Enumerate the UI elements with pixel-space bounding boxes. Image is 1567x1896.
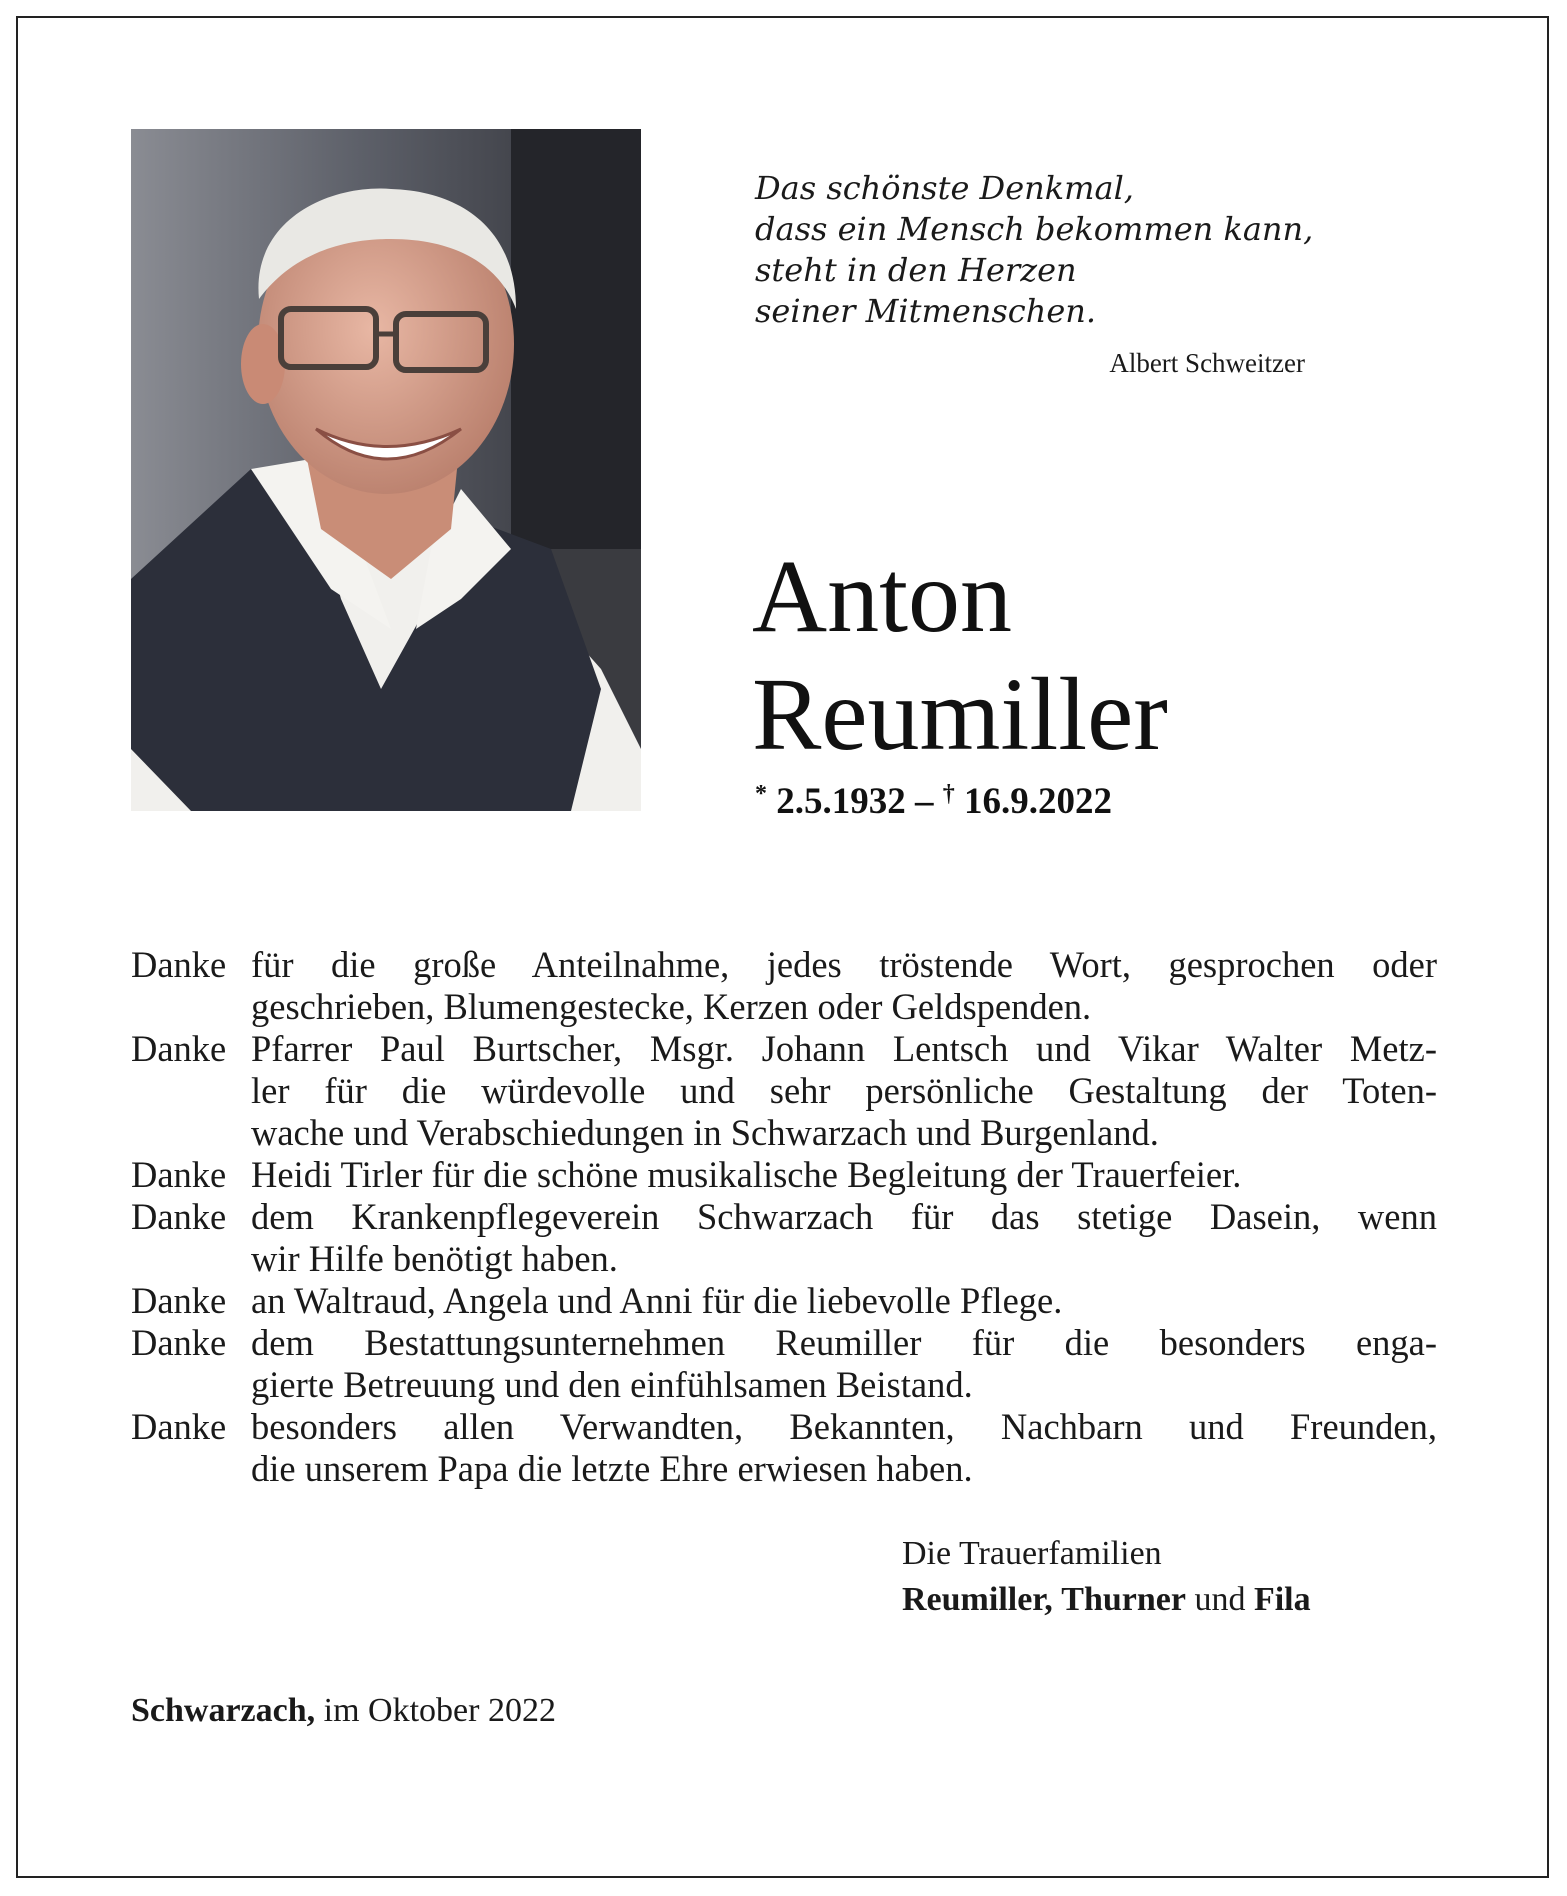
thanks-lead-word: Danke	[131, 1028, 227, 1069]
quote-author: Albert Schweitzer	[1109, 348, 1305, 378]
thanks-line: Pfarrer Paul Burtscher, Msgr. Johann Lentsch und Vikar Walter Metz-	[251, 1028, 1437, 1069]
family-name: Reumiller,	[902, 1581, 1053, 1618]
signoff-conjunction: und	[1194, 1581, 1246, 1618]
deceased-name	[752, 538, 1168, 774]
last-name: Reumiller	[752, 657, 1168, 772]
memorial-quote	[755, 168, 1315, 332]
thanks-text	[251, 944, 1437, 1028]
quote-line: seiner Mitmenschen.	[755, 292, 1097, 330]
signoff-families	[902, 1577, 1311, 1623]
thanks-line: die unserem Papa die letzte Ehre erwiesen haben.	[251, 1448, 973, 1489]
thank-you-list	[131, 944, 1437, 1490]
signoff	[902, 1531, 1311, 1623]
thanks-text	[251, 1280, 1437, 1322]
thanks-item	[131, 1154, 1437, 1196]
quote-line: steht in den Herzen	[755, 251, 1077, 289]
quote-line: dass ein Mensch bekommen kann,	[755, 210, 1314, 248]
birth-symbol: *	[755, 781, 767, 807]
place-and-date	[131, 1692, 556, 1730]
thanks-line: ler für die würdevolle und sehr persönliche Gestaltung der Toten-	[251, 1070, 1437, 1111]
thanks-lead-word: Danke	[131, 1196, 227, 1237]
thanks-text	[251, 1154, 1437, 1196]
thanks-lead-word: Danke	[131, 1154, 227, 1195]
birth-date: 2.5.1932	[776, 781, 906, 822]
thanks-item	[131, 1322, 1437, 1406]
thanks-line: besonders allen Verwandten, Bekannten, Nachbarn und Freunden,	[251, 1406, 1437, 1447]
thanks-text	[251, 1028, 1437, 1154]
thanks-line: Heidi Tirler für die schöne musikalische Begleitung der Trauerfeier.	[251, 1154, 1242, 1195]
place-date: im Oktober 2022	[323, 1692, 556, 1729]
place-town: Schwarzach,	[131, 1692, 316, 1729]
thanks-lead-word: Danke	[131, 944, 227, 985]
thanks-lead-word: Danke	[131, 1322, 227, 1363]
thanks-lead-word: Danke	[131, 1280, 227, 1321]
date-separator: –	[915, 781, 934, 822]
thanks-lead-word: Danke	[131, 1406, 227, 1447]
thanks-line: dem Bestattungsunternehmen Reumiller für die besonders enga-	[251, 1322, 1437, 1363]
thanks-line: für die große Anteilnahme, jedes tröstende Wort, gesprochen oder	[251, 944, 1437, 985]
first-name: Anton	[752, 539, 1012, 654]
portrait-illustration	[131, 129, 641, 811]
thanks-item	[131, 944, 1437, 1028]
death-date: 16.9.2022	[964, 781, 1112, 822]
thanks-text	[251, 1322, 1437, 1406]
family-name: Thurner	[1061, 1581, 1186, 1618]
thanks-line: wache und Verabschiedungen in Schwarzach und Burgenland.	[251, 1112, 1159, 1153]
thanks-item	[131, 1028, 1437, 1154]
thanks-text	[251, 1406, 1437, 1490]
death-symbol: †	[942, 781, 955, 807]
family-name: Fila	[1253, 1581, 1311, 1618]
quote-line: Das schönste Denkmal,	[755, 169, 1134, 207]
thanks-line: geschrieben, Blumengestecke, Kerzen oder Geldspenden.	[251, 986, 1092, 1027]
thanks-item	[131, 1196, 1437, 1280]
thanks-line: wir Hilfe benötigt haben.	[251, 1238, 618, 1279]
thanks-line: gierte Betreuung und den einfühlsamen Beistand.	[251, 1364, 973, 1405]
thanks-line: dem Krankenpflegeverein Schwarzach für das stetige Dasein, wenn	[251, 1196, 1437, 1237]
life-dates	[755, 780, 1112, 823]
thanks-line: an Waltraud, Angela und Anni für die liebevolle Pflege.	[251, 1280, 1063, 1321]
signoff-intro: Die Trauerfamilien	[902, 1535, 1162, 1572]
portrait-photo	[131, 129, 641, 811]
thanks-text	[251, 1196, 1437, 1280]
thanks-item	[131, 1406, 1437, 1490]
thanks-item	[131, 1280, 1437, 1322]
